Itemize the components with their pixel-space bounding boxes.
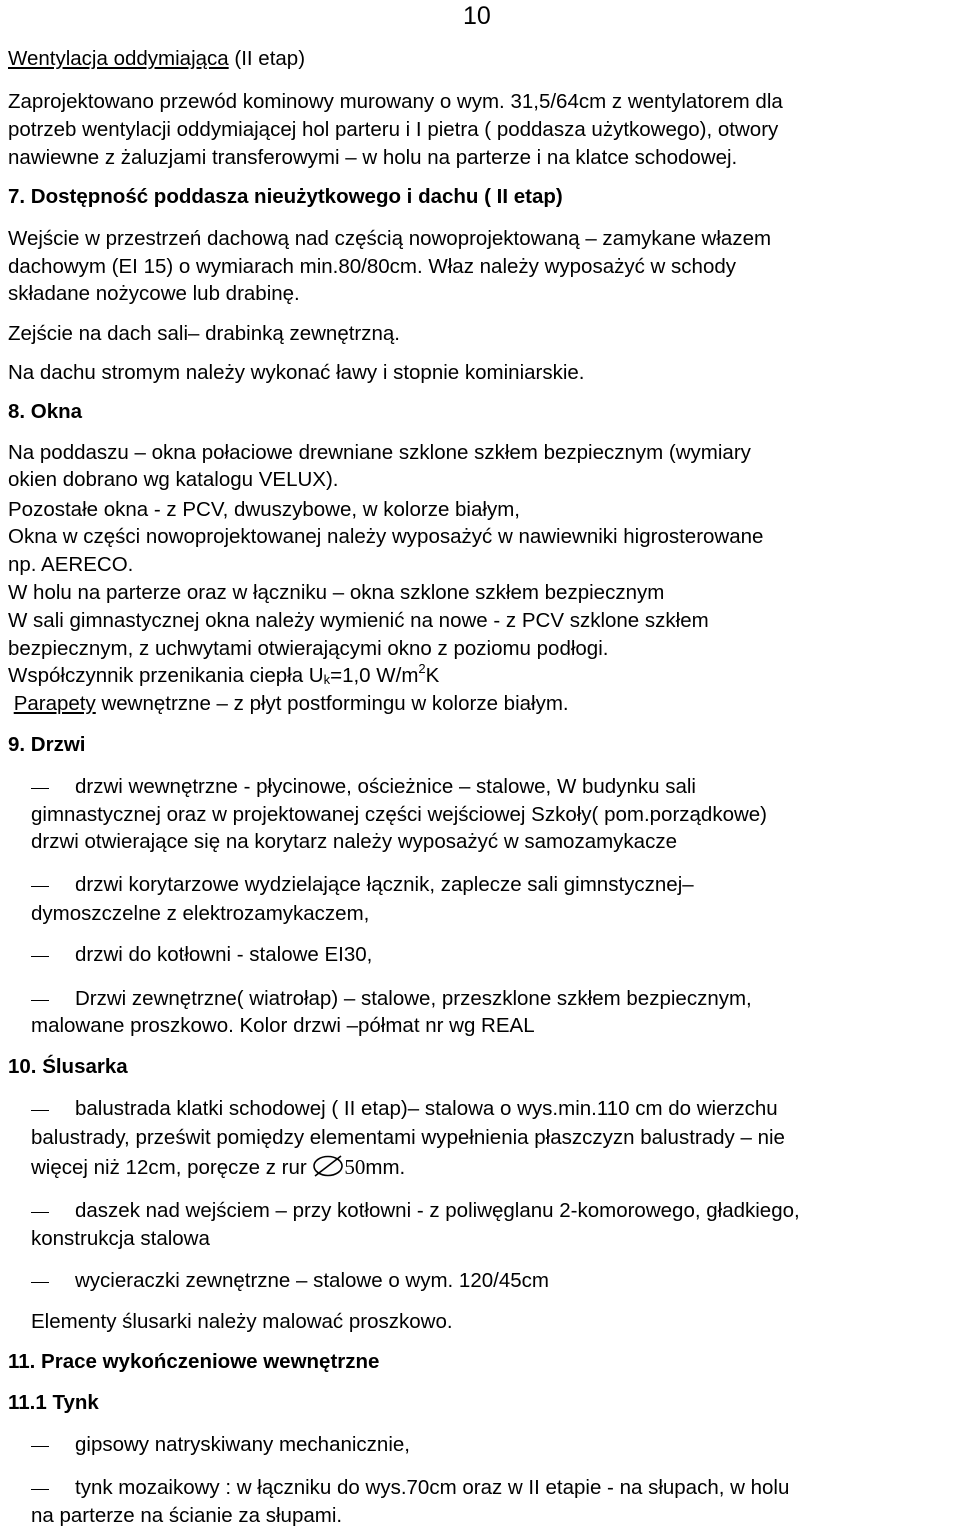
- section-9-heading: 9. Drzwi: [8, 733, 86, 756]
- list-item-line: drzwi otwierające się na korytarz należy wyposażyć w samozamykacze: [31, 830, 677, 853]
- dash-bullet: [31, 1000, 49, 1001]
- paragraph-line: Na dachu stromym należy wykonać ławy i stopnie kominiarskie.: [8, 361, 585, 384]
- section-10-heading: 10. Ślusarka: [8, 1055, 128, 1078]
- paragraph-line: W holu na parterze oraz w łączniku – okna szklone szkłem bezpiecznym: [8, 581, 665, 604]
- paragraph-line: Zejście na dach sali– drabinką zewnętrzną.: [8, 322, 400, 345]
- list-item-line: dymoszczelne z elektrozamykaczem,: [31, 902, 370, 925]
- section-11-heading: 11. Prace wykończeniowe wewnętrzne: [8, 1350, 380, 1373]
- section-8-heading: 8. Okna: [8, 400, 83, 423]
- paragraph-line: Elementy ślusarki należy malować proszkowo.: [31, 1310, 453, 1333]
- pipe-diameter-line: więcej niż 12cm, poręcze z rur 50mm.: [31, 1155, 405, 1183]
- paragraph-line: okien dobrano wg katalogu VELUX).: [8, 468, 339, 491]
- paragraph-line: np. AERECO.: [8, 553, 134, 576]
- paragraph-line: W sali gimnastycznej okna należy wymienić na nowe - z PCV szklone szkłem: [8, 609, 709, 632]
- dash-bullet: [31, 886, 49, 887]
- list-item-line: malowane proszkowo. Kolor drzwi –półmat nr wg REAL: [31, 1014, 535, 1037]
- paragraph-line: potrzeb wentylacji oddymiającej hol parteru i I pietra ( poddasza użytkowego), otwory: [8, 118, 779, 141]
- paragraph-line: składane nożycowe lub drabinę.: [8, 282, 300, 305]
- diameter-icon: [312, 1155, 344, 1183]
- list-item-line: na parterze na ścianie za słupami.: [31, 1504, 343, 1527]
- list-item-line: tynk mozaikowy : w łączniku do wys.70cm oraz w II etapie - na słupach, w holu: [75, 1476, 790, 1499]
- list-item-line: gipsowy natryskiwany mechanicznie,: [75, 1433, 410, 1456]
- paragraph-line: dachowym (EI 15) o wymiarach min.80/80cm. Właz należy wyposażyć w schody: [8, 255, 737, 278]
- paragraph-line: Wejście w przestrzeń dachową nad częścią nowoprojektowaną – zamykane włazem: [8, 227, 772, 250]
- list-item-line: konstrukcja stalowa: [31, 1227, 210, 1250]
- dash-bullet: [31, 788, 49, 789]
- paragraph-line: Zaprojektowano przewód kominowy murowany o wym. 31,5/64cm z wentylatorem dla: [8, 90, 783, 113]
- page-number: 10: [463, 2, 491, 30]
- list-item-line: drzwi korytarzowe wydzielające łącznik, zaplecze sali gimnstycznej–: [75, 873, 694, 896]
- u-value-line: Współczynnik przenikania ciepła $U_k=1,0$ $W/m^2K$: [8, 661, 440, 687]
- dash-bullet: [31, 1446, 49, 1447]
- list-item-line: balustrady, prześwit pomiędzy elementami wypełnienia płaszczyzn balustrady – nie: [31, 1126, 785, 1149]
- dash-bullet: [31, 1282, 49, 1283]
- section-11-1-heading: 11.1 Tynk: [8, 1391, 99, 1414]
- list-item-line: balustrada klatki schodowej ( II etap)– stalowa o wys.min.110 cm do wierzchu: [75, 1097, 778, 1120]
- list-item-line: daszek nad wejściem – przy kotłowni - z poliwęglanu 2-komorowego, gładkiego,: [75, 1199, 800, 1222]
- dash-bullet: [31, 1110, 49, 1111]
- paragraph-line: Pozostałe okna - z PCV, dwuszybowe, w kolorze białym,: [8, 498, 520, 521]
- list-item-line: drzwi wewnętrzne - płycinowe, ościeżnice – stalowe, W budynku sali: [75, 775, 696, 798]
- dash-bullet: [31, 1212, 49, 1213]
- parapety-line: Parapety wewnętrzne – z płyt postformingu w kolorze białym.: [13, 692, 569, 715]
- list-item-line: gimnastycznej oraz w projektowanej części wejściowej Szkoły( pom.porządkowe): [31, 803, 768, 826]
- list-item-line: wycieraczki zewnętrzne – stalowe o wym. 120/45cm: [75, 1269, 549, 1292]
- ventilation-title: Wentylacja oddymiająca (II etap): [8, 47, 306, 70]
- section-7-heading: 7. Dostępność poddasza nieużytkowego i dachu ( II etap): [8, 185, 563, 208]
- paragraph-line: nawiewne z żaluzjami transferowymi – w holu na parterze i na klatce schodowej.: [8, 146, 738, 169]
- dash-bullet: [31, 956, 49, 957]
- paragraph-line: bezpiecznym, z uchwytami otwierającymi okno z poziomu podłogi.: [8, 637, 609, 660]
- dash-bullet: [31, 1489, 49, 1490]
- paragraph-line: Okna w części nowoprojektowanej należy wyposażyć w nawiewniki higrosterowane: [8, 525, 764, 548]
- paragraph-line: Na poddaszu – okna połaciowe drewniane szklone szkłem bezpiecznym (wymiary: [8, 441, 751, 464]
- list-item-line: drzwi do kotłowni - stalowe EI30,: [75, 943, 373, 966]
- list-item-line: Drzwi zewnętrzne( wiatrołap) – stalowe, przeszklone szkłem bezpiecznym,: [75, 987, 752, 1010]
